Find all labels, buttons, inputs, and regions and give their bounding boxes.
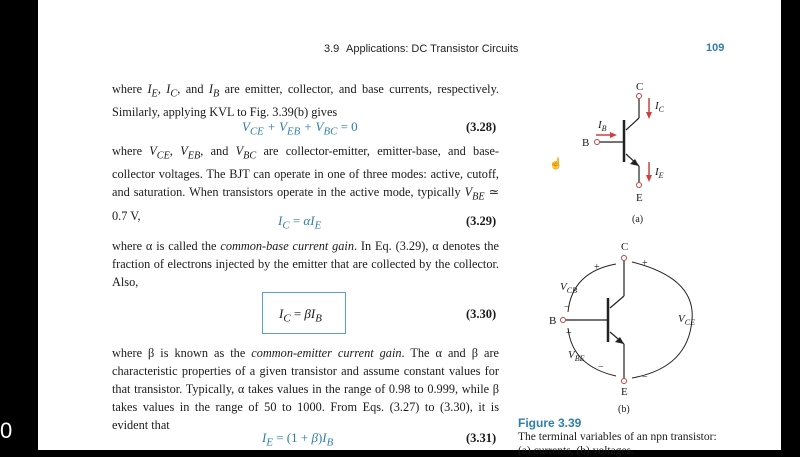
paragraph-4: where β is known as the common-emitter current gain. The α and β are characteristic properties of a given transistor and assume constant values for that transistor. Typically, α takes values in the range of 0.98 to 0.999, while β takes values in the range of 50 to 1000. From Eqs. (3.27) to (3.30), it is evident that xyxy=(112,346,499,432)
vce-minus: − xyxy=(642,372,648,383)
terminal-e-b xyxy=(622,379,627,384)
equation-3-28: $V_{CE} + V_{EB} + V_{BC} = 0$ xyxy=(242,119,358,138)
figure-caption: The terminal variables of an npn transistor: xyxy=(518,431,717,443)
equation-number-3-31: (3.31) xyxy=(466,431,497,445)
figure-a-transistor-currents xyxy=(558,78,688,228)
terminal-b-a xyxy=(595,140,600,145)
overlay-cursor-glyph: 0 xyxy=(0,418,13,443)
ic-label: $I_C$ xyxy=(655,100,665,114)
figure-a-sublabel: (a) xyxy=(632,214,644,225)
ib-arrow xyxy=(610,132,617,138)
figure-caption-cut: (a) currents, (b) voltages. xyxy=(518,445,634,457)
vcb-label: $V_{CB}$ xyxy=(560,281,577,295)
terminal-c-label-b: C xyxy=(621,241,629,253)
figure-b-transistor-voltages xyxy=(542,238,702,416)
paragraph-1: where $I_E$, $I_C$, and $I_B$ are emitter, collector, and base currents, respectively. Similarly, applying KVL to Fig. 3.39(b) gives xyxy=(112,82,499,120)
terminal-c-a xyxy=(637,94,642,99)
terminal-b-label-b: B xyxy=(549,315,557,327)
terminal-c-label-a: C xyxy=(636,81,644,93)
emitter-arrow-a xyxy=(630,159,639,166)
figure-b-sublabel: (b) xyxy=(618,404,630,415)
equation-number-3-28: (3.28) xyxy=(466,120,497,134)
ie-arrow xyxy=(646,175,652,182)
terminal-e-label-b: E xyxy=(621,386,628,398)
ib-label: $I_B$ xyxy=(598,119,607,133)
equation-3-30: $I_C = \beta I_B$ xyxy=(279,306,322,325)
terminal-e-label-a: E xyxy=(636,192,643,204)
terminal-b-b xyxy=(561,318,566,323)
vbe-plus: + xyxy=(566,328,572,339)
paragraph-3: where α is called the common-base current gain. In Eq. (3.29), α denotes the fraction of electrons injected by the emitter that are collected by the collector. Also, xyxy=(112,239,499,289)
page-number: 109 xyxy=(706,42,725,54)
header-section-number: 3.9 xyxy=(324,43,340,55)
vce-plus: + xyxy=(642,258,648,269)
figure-label: Figure 3.39 xyxy=(518,416,582,430)
vce-label: $V_{CE}$ xyxy=(678,313,695,327)
paragraph-2: where $V_{CE}$, $V_{EB}$, and $V_{BC}$ are collector-emitter, emitter-base, and base-collector voltages. The BJT can operate in one of three modes: active, cutoff, and saturation. When transistors operate in the active mode, typically $V_{BE}$ ≃ 0.7 V, xyxy=(112,144,499,223)
terminal-b-label-a: B xyxy=(582,137,590,149)
vcb-minus: − xyxy=(564,302,570,313)
ic-arrow xyxy=(646,112,652,119)
ie-label: $I_E$ xyxy=(655,166,664,180)
terminal-c-b xyxy=(622,256,627,261)
equation-3-31: $I_E = (1 + \beta)I_B$ xyxy=(262,430,334,449)
terminal-e-a xyxy=(637,183,642,188)
hand-cursor-icon: ☝ xyxy=(549,158,563,170)
equation-number-3-30: (3.30) xyxy=(466,307,497,321)
header-title: Applications: DC Transistor Circuits xyxy=(346,43,519,55)
vbe-minus: − xyxy=(598,362,604,373)
textbook-page xyxy=(38,0,781,457)
equation-number-3-29: (3.29) xyxy=(466,214,497,228)
vbe-label: $V_{BE}$ xyxy=(568,349,585,363)
vcb-plus: + xyxy=(594,262,600,273)
equation-3-29: $I_C = \alpha I_E$ xyxy=(278,213,322,232)
